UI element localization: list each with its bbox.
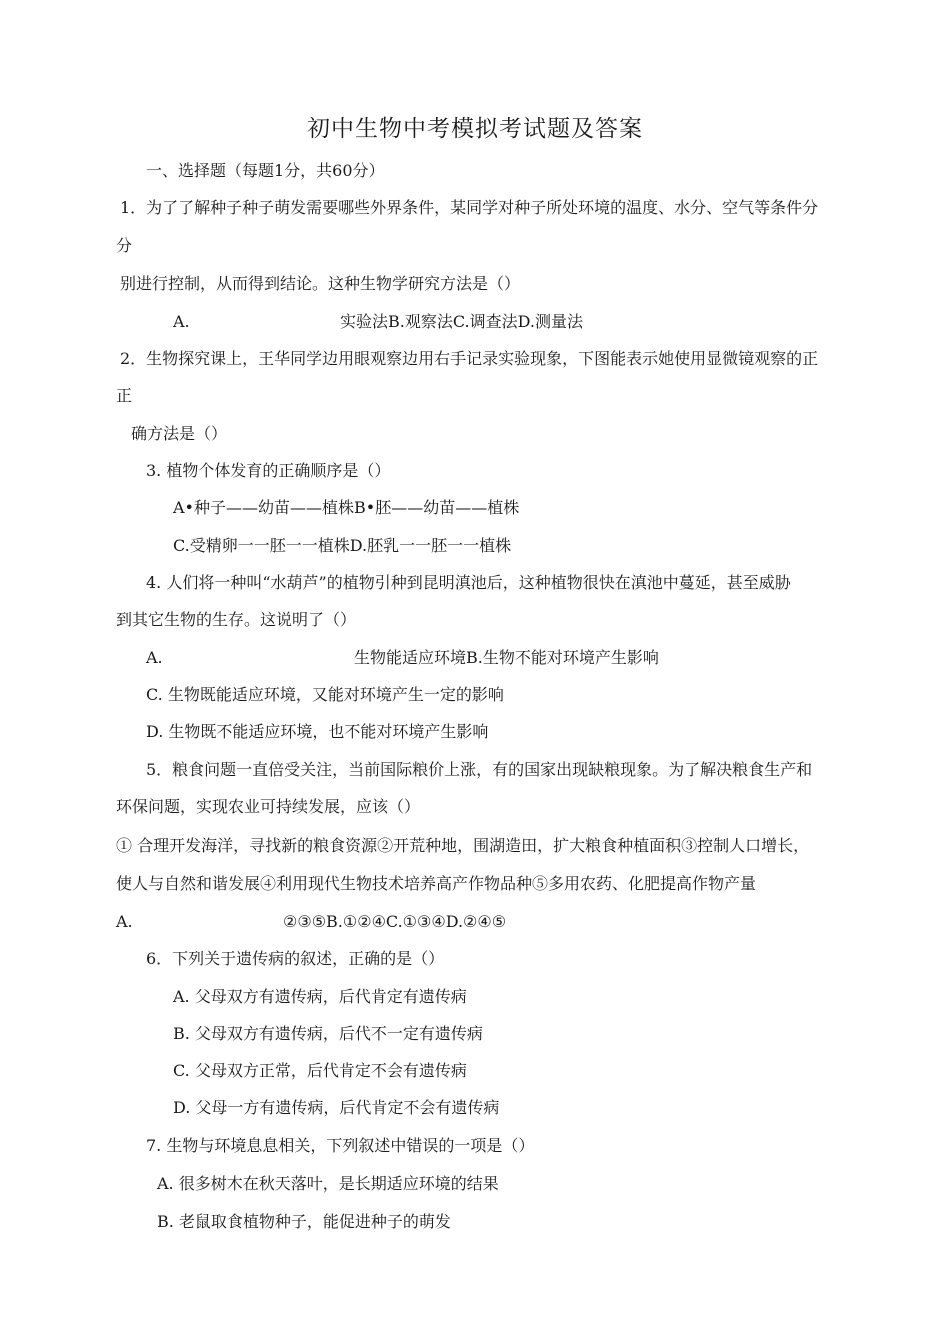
q5-stem-line1: 5．粮食问题一直倍受关注，当前国际粮价上涨，有的国家出现缺粮现象。为了解决粮食生产和	[146, 760, 813, 779]
page-title: 初中生物中考模拟考试题及答案	[307, 116, 643, 142]
q1-stem-line1: 1．为了了解种子种子萌发需要哪些外界条件，某同学对种子所处环境的温度、水分、空气等条件分	[120, 198, 819, 217]
q4-option-d: D. 生物既不能适应环境，也不能对环境产生影响	[146, 722, 489, 741]
q2-stem-line3: 确方法是（）	[131, 424, 228, 443]
q6-option-c: C. 父母双方正常，后代肯定不会有遗传病	[173, 1061, 467, 1080]
q5-option-a-label: A.	[116, 912, 133, 931]
q5-stem-line2: 环保问题，实现农业可持续发展，应该（）	[116, 797, 421, 816]
q3-options-ab: A•种子——幼苗——植株B•胚——幼苗——植株	[173, 498, 520, 517]
q5-choices-line1: ① 合理开发海洋，寻找新的粮食资源②开荒种地，围湖造田，扩大粮食种植面积③控制人口增长，	[116, 836, 810, 855]
q4-option-c: C. 生物既能适应环境，又能对环境产生一定的影响	[146, 685, 504, 704]
q3-stem: 3. 植物个体发育的正确顺序是（）	[146, 461, 391, 480]
q1-option-a-label: A.	[173, 312, 190, 331]
q5-choices-line2: 使人与自然和谐发展④利用现代生物技术培养高产作物品种⑤多用农药、化肥提高作物产量	[116, 874, 757, 893]
q7-stem: 7. 生物与环境息息相关，下列叙述中错误的一项是（）	[146, 1136, 535, 1155]
q4-stem-line2: 到其它生物的生存。这说明了（）	[116, 610, 357, 629]
q5-options: ②③⑤B.①②④C.①③④D.②④⑤	[283, 912, 507, 931]
q2-stem-line2: 正	[116, 386, 133, 405]
q1-stem-line2: 分	[116, 236, 133, 255]
q3-options-cd: C.受精卵一一胚一一植株D.胚乳一一胚一一植株	[173, 536, 512, 555]
q6-option-a: A. 父母双方有遗传病，后代肯定有遗传病	[173, 987, 467, 1006]
q2-stem-line1: 2．生物探究课上，王华同学边用眼观察边用右手记录实验现象，下图能表示她使用显微镜观察的正	[120, 349, 819, 368]
q6-option-b: B. 父母双方有遗传病，后代不一定有遗传病	[173, 1024, 483, 1043]
q7-option-a: A. 很多树木在秋天落叶，是长期适应环境的结果	[157, 1174, 499, 1193]
q1-options: 实验法B.观察法C.调查法D.测量法	[340, 312, 583, 331]
section-heading: 一、选择题（每题1分，共60分）	[146, 161, 385, 180]
q4-option-a-label: A.	[146, 648, 163, 667]
q1-stem-line3: 别进行控制，从而得到结论。这种生物学研究方法是（）	[120, 274, 521, 293]
q7-option-b: B. 老鼠取食植物种子，能促进种子的萌发	[157, 1212, 451, 1231]
q4-stem-line1: 4. 人们将一种叫“水葫芦”的植物引种到昆明滇池后，这种植物很快在滇池中蔓延，甚至威胁	[146, 573, 791, 592]
q4-options-ab: 生物能适应环境B.生物不能对环境产生影响	[354, 648, 659, 667]
q6-option-d: D. 父母一方有遗传病，后代肯定不会有遗传病	[173, 1098, 500, 1117]
q6-stem: 6．下列关于遗传病的叙述，正确的是（）	[146, 949, 445, 968]
